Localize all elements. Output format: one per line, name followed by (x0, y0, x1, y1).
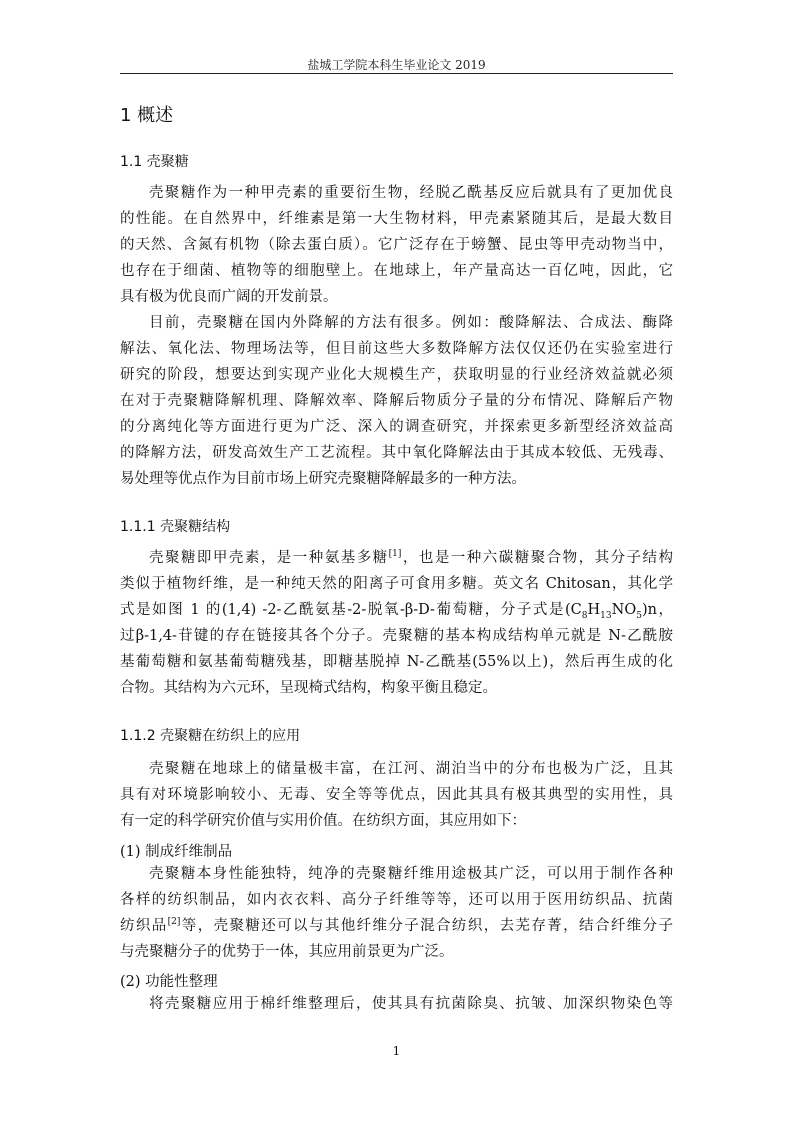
text-run: 等，壳聚糖还可以与其他纤维分子混合纺织，去芜存菁，结合纤维分子 (180, 918, 673, 934)
text-run: NO (611, 602, 637, 618)
formula-subscript: 13 (600, 610, 612, 621)
text-line: 合物。其结构为六元环，呈现椅式结构，构象平衡且稳定。 (120, 680, 497, 696)
text-line: 各样的纺织制品，如内衣衣料、高分子纤维等等，还可以用于医用纺织品、抗菌 (120, 892, 673, 908)
text-line (120, 597, 673, 623)
text-line (120, 913, 673, 939)
text-run: 壳聚糖即甲壳素，是一种氨基多糖 (149, 550, 389, 566)
citation-ref: [2] (167, 917, 181, 928)
text-line: 将壳聚糖应用于棉纤维整理后，使其具有抗菌除臭、抗皱、加深织物染色等 (149, 996, 673, 1012)
section-1-1-paragraph-2 (120, 310, 673, 492)
text-line: 在对于壳聚糖降解机理、降解效率、降解后物质分子量的分布情况、降解后产物 (120, 393, 673, 409)
page-number: 1 (392, 1044, 401, 1058)
text-line: 易处理等优点作为目前市场上研究壳聚糖降解最多的一种方法。 (120, 471, 526, 487)
text-line: 与壳聚糖分子的优势于一体，其应用前景更为广泛。 (120, 944, 454, 960)
chapter-title: 1 概述 (120, 105, 174, 126)
running-header: 盐城工学院本科生毕业论文 2019 (307, 58, 486, 72)
section-1-1-2-title: 1.1.2 壳聚糖在纺织上的应用 (120, 728, 301, 744)
formula-subscript: 5 (636, 610, 642, 621)
section-1-1-1-title: 1.1.1 壳聚糖结构 (120, 519, 231, 535)
text-line: 壳聚糖作为一种甲壳素的重要衍生物，经脱乙酰基反应后就具有了更加优良 (149, 185, 673, 201)
text-run: 式是如图 1 的(1,4) -2-乙酰氨基-2-脱氧-β-D-葡萄糖，分子式是(C (120, 602, 582, 618)
text-line: 基葡萄糖和氨基葡萄糖残基，即糖基脱掉 N-乙酰基(55%以上)，然后再生成的化 (120, 654, 673, 670)
text-line (120, 545, 673, 571)
text-line: 解法、氧化法、物理场法等，但目前这些大多数降解方法仅仅还仍在实验室进行 (120, 341, 673, 357)
section-1-1-2-paragraph-1 (120, 756, 673, 834)
text-run: )n， (641, 602, 673, 618)
text-run: ，也是一种六碳糖聚合物，其分子结构 (401, 550, 674, 566)
text-line: 的降解方法，研发高效生产工艺流程。其中氧化降解法由于其成本较低、无残毒、 (120, 445, 673, 461)
section-1-1-title: 1.1 壳聚糖 (120, 154, 189, 170)
text-line: 有一定的科学研究价值与实用价值。在纺织方面，其应用如下： (120, 813, 526, 829)
text-line: 过β-1,4-苷键的存在链接其各个分子。壳聚糖的基本构成结构单元就是 N-乙酰胺 (120, 628, 673, 644)
header-rule (120, 73, 673, 74)
text-line: 的天然、含氮有机物（除去蛋白质）。它广泛存在于螃蟹、昆虫等甲壳动物当中， (120, 237, 673, 253)
text-line: 的性能。在自然界中，纤维素是第一大生物材料，甲壳素紧随其后，是最大数目 (120, 211, 673, 227)
section-1-1-paragraph-1 (120, 180, 673, 310)
section-1-1-1-paragraph (120, 545, 673, 701)
text-run: 纺织品 (120, 918, 168, 934)
text-line: 壳聚糖本身性能独特，纯净的壳聚糖纤维用途极其广泛，可以用于制作各种 (149, 866, 673, 882)
list-item-2: (2) 功能性整理 (120, 974, 218, 990)
text-line: 壳聚糖在地球上的储量极丰富，在江河、湖泊当中的分布也极为广泛，且其 (149, 761, 673, 777)
list-item-1: (1) 制成纤维制品 (120, 844, 233, 860)
section-1-1-2-paragraph-2 (120, 861, 673, 965)
text-line: 具有极为优良而广阔的开发前景。 (120, 289, 338, 305)
text-line: 研究的阶段，想要达到实现产业化大规模生产，获取明显的行业经济效益就必须 (120, 367, 673, 383)
text-line: 类似于植物纤维，是一种纯天然的阳离子可食用多糖。英文名 Chitosan，其化学 (120, 576, 673, 592)
text-run: H (587, 602, 601, 618)
section-1-1-2-paragraph-3 (120, 991, 673, 1017)
text-line: 目前，壳聚糖在国内外降解的方法有很多。例如：酸降解法、合成法、酶降 (149, 315, 673, 331)
text-line: 也存在于细菌、植物等的细胞壁上。在地球上，年产量高达一百亿吨，因此，它 (120, 263, 673, 279)
text-line: 的分离纯化等方面进行更为广泛、深入的调查研究，并探索更多新型经济效益高 (120, 419, 673, 435)
citation-ref: [1] (388, 549, 402, 560)
text-line: 具有对环境影响较小、无毒、安全等等优点，因此其具有极其典型的实用性，具 (120, 787, 673, 803)
formula-subscript: 8 (581, 610, 588, 621)
